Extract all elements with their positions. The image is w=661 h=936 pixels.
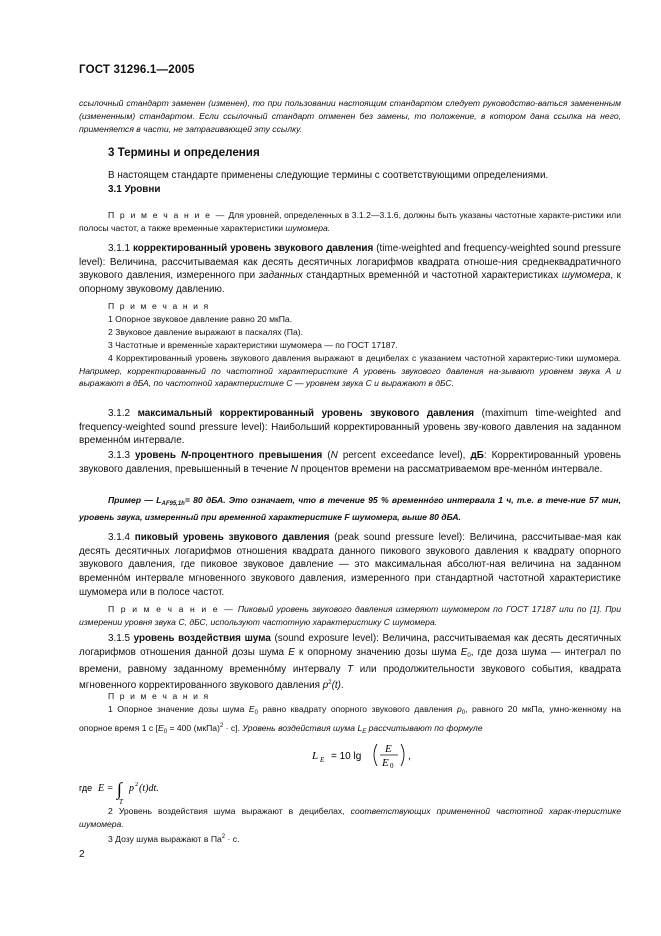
formula-eq: = 10 lg bbox=[331, 751, 362, 762]
note-item: 1 Опорное звуковое давление равно 20 мкПа. bbox=[108, 314, 293, 324]
formula-sound-exposure-level bbox=[300, 735, 460, 775]
formula-paren-right bbox=[401, 744, 404, 766]
note-item: 2 Звуковое давление выражают в паскалях (Па). bbox=[108, 327, 303, 337]
formula-numerator: E bbox=[385, 743, 392, 755]
formula-lhs: L bbox=[312, 750, 319, 762]
note-item: 3 Дозу шума выражают в $Па^2 \cdot с$. bbox=[108, 834, 240, 844]
integral-rest: (t)dt. bbox=[139, 783, 159, 794]
note-item: 2 Уровень воздействия шума выражают в децибелах, соответствующих примененной частотной харак-теристике шумомера. bbox=[79, 806, 621, 829]
term-3-1-4: 3.1.4 пиковый уровень звукового давления (peak sound pressure level): Величина, рассчитывае-мая как десять десятичных логарифмов отношения квадрата данного пикового звукового давления к квадрату опорного звукового давления, где пиковое звуковое давление — это максимальная абсолют-ная величина на заданном временно́м интервале мгновенного звукового давления, измеренного при стандартной частотной характеристике шумомера или в полосе частот. bbox=[79, 532, 622, 598]
note-item: 1 Опорное значение дозы шума $E_0$ равно квадрату опорного звукового давления $p_0$, равного 20 мкПа, умно-женному на опорное время 1 с [$E_0 = 400$ (мкПа)$^2$ · с]. Уровень воздействия шума $L_E$ рассчитывают по формуле bbox=[79, 704, 621, 735]
term-3-1-5: 3.1.5 уровень воздействия шума (sound exposure level): Величина, рассчитываемая как десять десятичных логарифмов отношения данной дозы шума E к опорному значению дозы шума $E_0$, где доза шума — интеграл по времени, равному заданному временно́му интервалу T или продолжительности звукового события, квадрата мгновенного корректированного звукового давления $p^2(t)$. bbox=[79, 633, 622, 692]
formula-paren-left bbox=[374, 744, 377, 766]
notes-label: П р и м е ч а н и я bbox=[108, 691, 210, 701]
section-lead: В настоящем стандарте применены следующие термины с соответствующими определениями. bbox=[108, 170, 549, 181]
formula-lhs-sub: E bbox=[320, 756, 325, 764]
intro-paragraph: ссылочный стандарт заменен (изменен), то при пользовании настоящим стандартом следует руководство-ваться замененным (измененным) стандартом. Если ссылочный стандарт отменен без замены, то положение, в котором дана ссылка на него, применяется в части, не затрагивающей эту ссылку. bbox=[79, 98, 621, 135]
integral-sq: 2 bbox=[135, 781, 139, 788]
note-3-1: П р и м е ч а н и е — Для уровней, определенных в 3.1.2—3.1.6, должны быть указаны частотные характе-ристики или полосы частот, а также временные характеристики шумомера. bbox=[79, 210, 621, 233]
formula-comma: , bbox=[408, 751, 411, 762]
integral-body: p bbox=[129, 783, 134, 794]
term-3-1-1: 3.1.1 корректированный уровень звукового давления (time-weighted and frequency-weighted sound pressure level): Величина, рассчитываемая как десять десятичных логарифмов квадрата отноше-ния среднеквадратичного звукового давления, измеренного при заданных стандартных временно́й и частотной характеристиках шумомера, к опорному звуковому давлению. bbox=[79, 243, 621, 296]
term-3-1-3: 3.1.3 уровень N-процентного превышения (N percent exceedance level), дБ: Корректированный уровень звукового давления, превышенный в течение N процентов времени на рассматриваемом вре-менно́м интервале. bbox=[79, 450, 622, 475]
formula-integral bbox=[79, 776, 279, 806]
notes-label: П р и м е ч а н и я bbox=[108, 301, 210, 311]
where-label: где bbox=[79, 783, 93, 793]
section-heading: 3 Термины и определения bbox=[108, 146, 260, 159]
document-header: ГОСТ 31296.1—2005 bbox=[79, 64, 195, 76]
formula-denominator-sub: 0 bbox=[390, 762, 394, 770]
integral-lhs: E = bbox=[98, 783, 114, 794]
note-3-1-4: П р и м е ч а н и е — Пиковый уровень звукового давления измеряют шумомером по ГОСТ 17187 или по [1]. При измерении уровня звука С, дБС, используют частотную характеристику С шумомера. bbox=[79, 604, 621, 627]
term-3-1-2: 3.1.2 максимальный корректированный уровень звукового давления (maximum time-weighted and frequency-weighted sound pressure level): Наибольший корректированный уровень зву-кового давления на заданном временно́м интервале. bbox=[79, 408, 621, 447]
note-item: 4 Корректированный уровень звукового давления выражают в децибелах с указанием частотной характерис-тики шумомера. Например, корректированный по частотной характеристике A уровень звукового давления на-зывают уровнем звука A и выражают в дБА, по частотной характеристике C — уровнем звука C и выражают в дБС. bbox=[79, 353, 621, 389]
note-item: 3 Частотные и временны́е характеристики шумомера — по ГОСТ 17187. bbox=[108, 340, 398, 350]
example-3-1-3: Пример — $L_{AF95,1h}= 80$ дБА. Это означает, что в течение 95 % временно́го интервала 1 ч, т.е. в тече-ние 57 мин, уровень звука, измеренный при временной характеристике F шумомера, выше 80 дБА. bbox=[79, 495, 621, 522]
subsection-heading: 3.1 Уровни bbox=[108, 184, 161, 195]
formula-denominator: E bbox=[382, 757, 389, 769]
integral-limit: T bbox=[119, 798, 123, 806]
page-number: 2 bbox=[79, 849, 85, 860]
integral-sign: ∫ bbox=[117, 779, 122, 799]
